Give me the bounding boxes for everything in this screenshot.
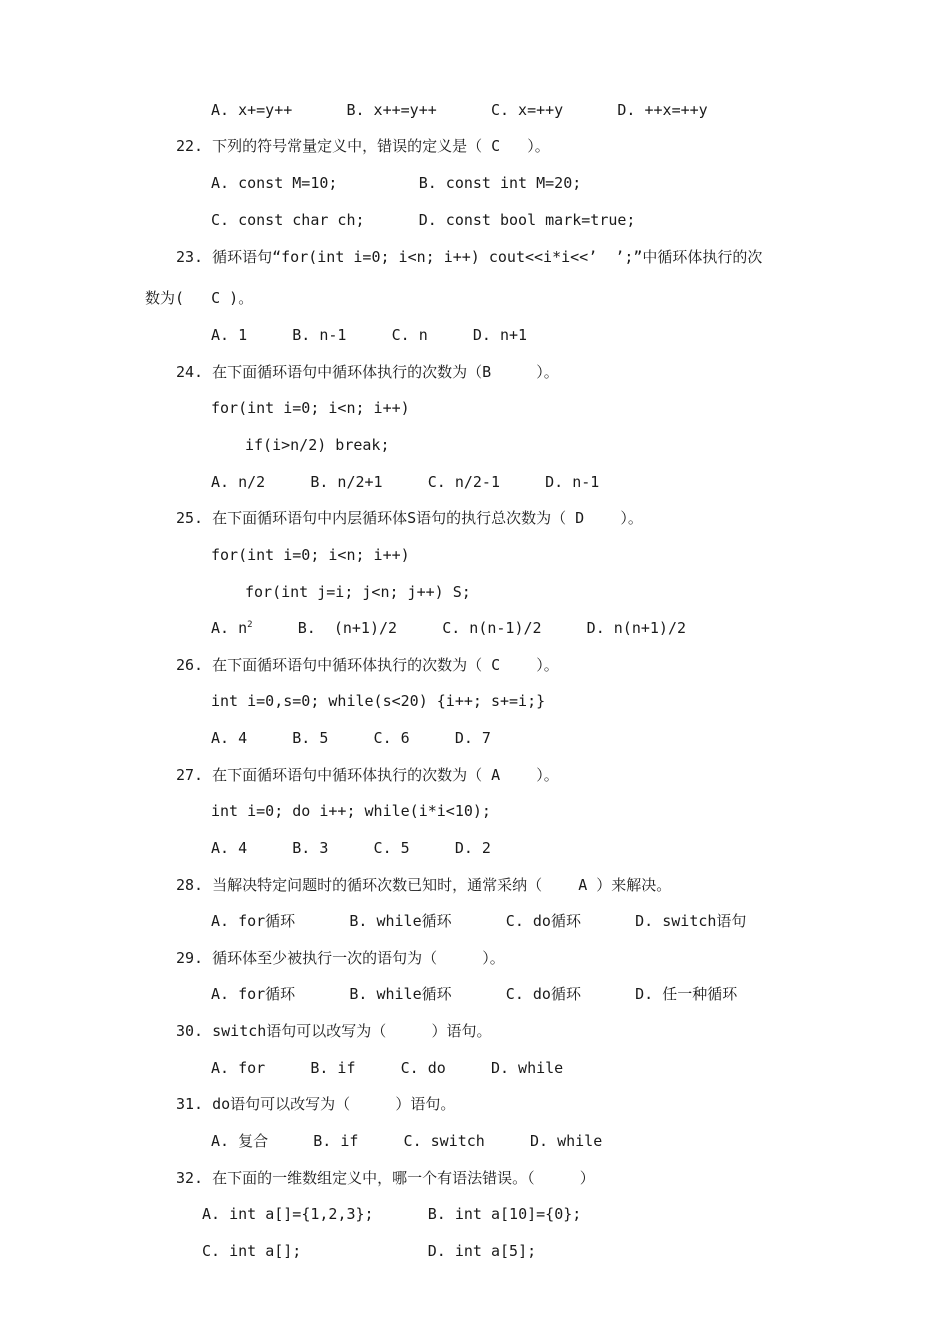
q26-options: A. 4 B. 5 C. 6 D. 7 — [211, 729, 491, 747]
q30-options: A. for B. if C. do D. while — [211, 1059, 564, 1077]
question-24: 24. 在下面循环语句中循环体执行的次数为（B ）。 — [176, 363, 559, 381]
q25-code-line-1: for(int i=0; i<n; i++) — [211, 546, 410, 564]
q24-options: A. n/2 B. n/2+1 C. n/2-1 D. n-1 — [211, 473, 600, 491]
q28-options: A. for循环 B. while循环 C. do循环 D. switch语句 — [211, 912, 747, 930]
q32-options-row-2: C. int a[]; D. int a[5]; — [202, 1242, 537, 1260]
q27-options: A. 4 B. 3 C. 5 D. 2 — [211, 839, 491, 857]
question-31: 31. do语句可以改写为（ ）语句。 — [176, 1095, 456, 1113]
q25-option-a-superscript: 2 — [247, 620, 253, 630]
q25-options — [211, 618, 686, 641]
question-30: 30. switch语句可以改写为（ ）语句。 — [176, 1022, 492, 1040]
question-27: 27. 在下面循环语句中循环体执行的次数为（ A ）。 — [176, 766, 559, 784]
question-29: 29. 循环体至少被执行一次的语句为（ ）。 — [176, 949, 505, 967]
q24-code-line-2: if(i>n/2) break; — [245, 436, 390, 454]
q24-code-line-1: for(int i=0; i<n; i++) — [211, 399, 410, 417]
q25-option-a: A. n — [211, 619, 248, 637]
question-26: 26. 在下面循环语句中循环体执行的次数为（ C ）。 — [176, 656, 559, 674]
question-28: 28. 当解决特定问题时的循环次数已知时，通常采纳（ A ）来解决。 — [176, 876, 672, 894]
question-23-continuation: 数为( C )。 — [145, 289, 254, 307]
question-22: 22. 下列的符号常量定义中，错误的定义是（ C ）。 — [176, 137, 550, 155]
q29-options: A. for循环 B. while循环 C. do循环 D. 任一种循环 — [211, 985, 738, 1003]
q27-code: int i=0; do i++; while(i*i<10); — [211, 802, 491, 820]
q26-code: int i=0,s=0; while(s<20) {i++; s+=i;} — [211, 692, 546, 710]
question-23: 23. 循环语句“for(int i=0; i<n; i++) cout<<i*i<<’ ’;”中循环体执行的次 — [176, 248, 763, 266]
q23-options: A. 1 B. n-1 C. n D. n+1 — [211, 326, 528, 344]
q25-options-rest: B. (n+1)/2 C. n(n-1)/2 D. n(n+1)/2 — [252, 619, 687, 637]
q31-options: A. 复合 B. if C. switch D. while — [211, 1132, 603, 1150]
q22-options-row-1: A. const M=10; B. const int M=20; — [211, 174, 582, 192]
question-25: 25. 在下面循环语句中内层循环体S语句的执行总次数为（ D ）。 — [176, 509, 643, 527]
q25-code-line-2: for(int j=i; j<n; j++) S; — [245, 583, 471, 601]
question-32: 32. 在下面的一维数组定义中，哪一个有语法错误。（ ） — [176, 1169, 595, 1187]
q22-options-row-2: C. const char ch; D. const bool mark=true; — [211, 211, 636, 229]
q32-options-row-1: A. int a[]={1,2,3}; B. int a[10]={0}; — [202, 1205, 582, 1223]
q21-options: A. x+=y++ B. x++=y++ C. x=++y D. ++x=++y — [211, 101, 708, 119]
